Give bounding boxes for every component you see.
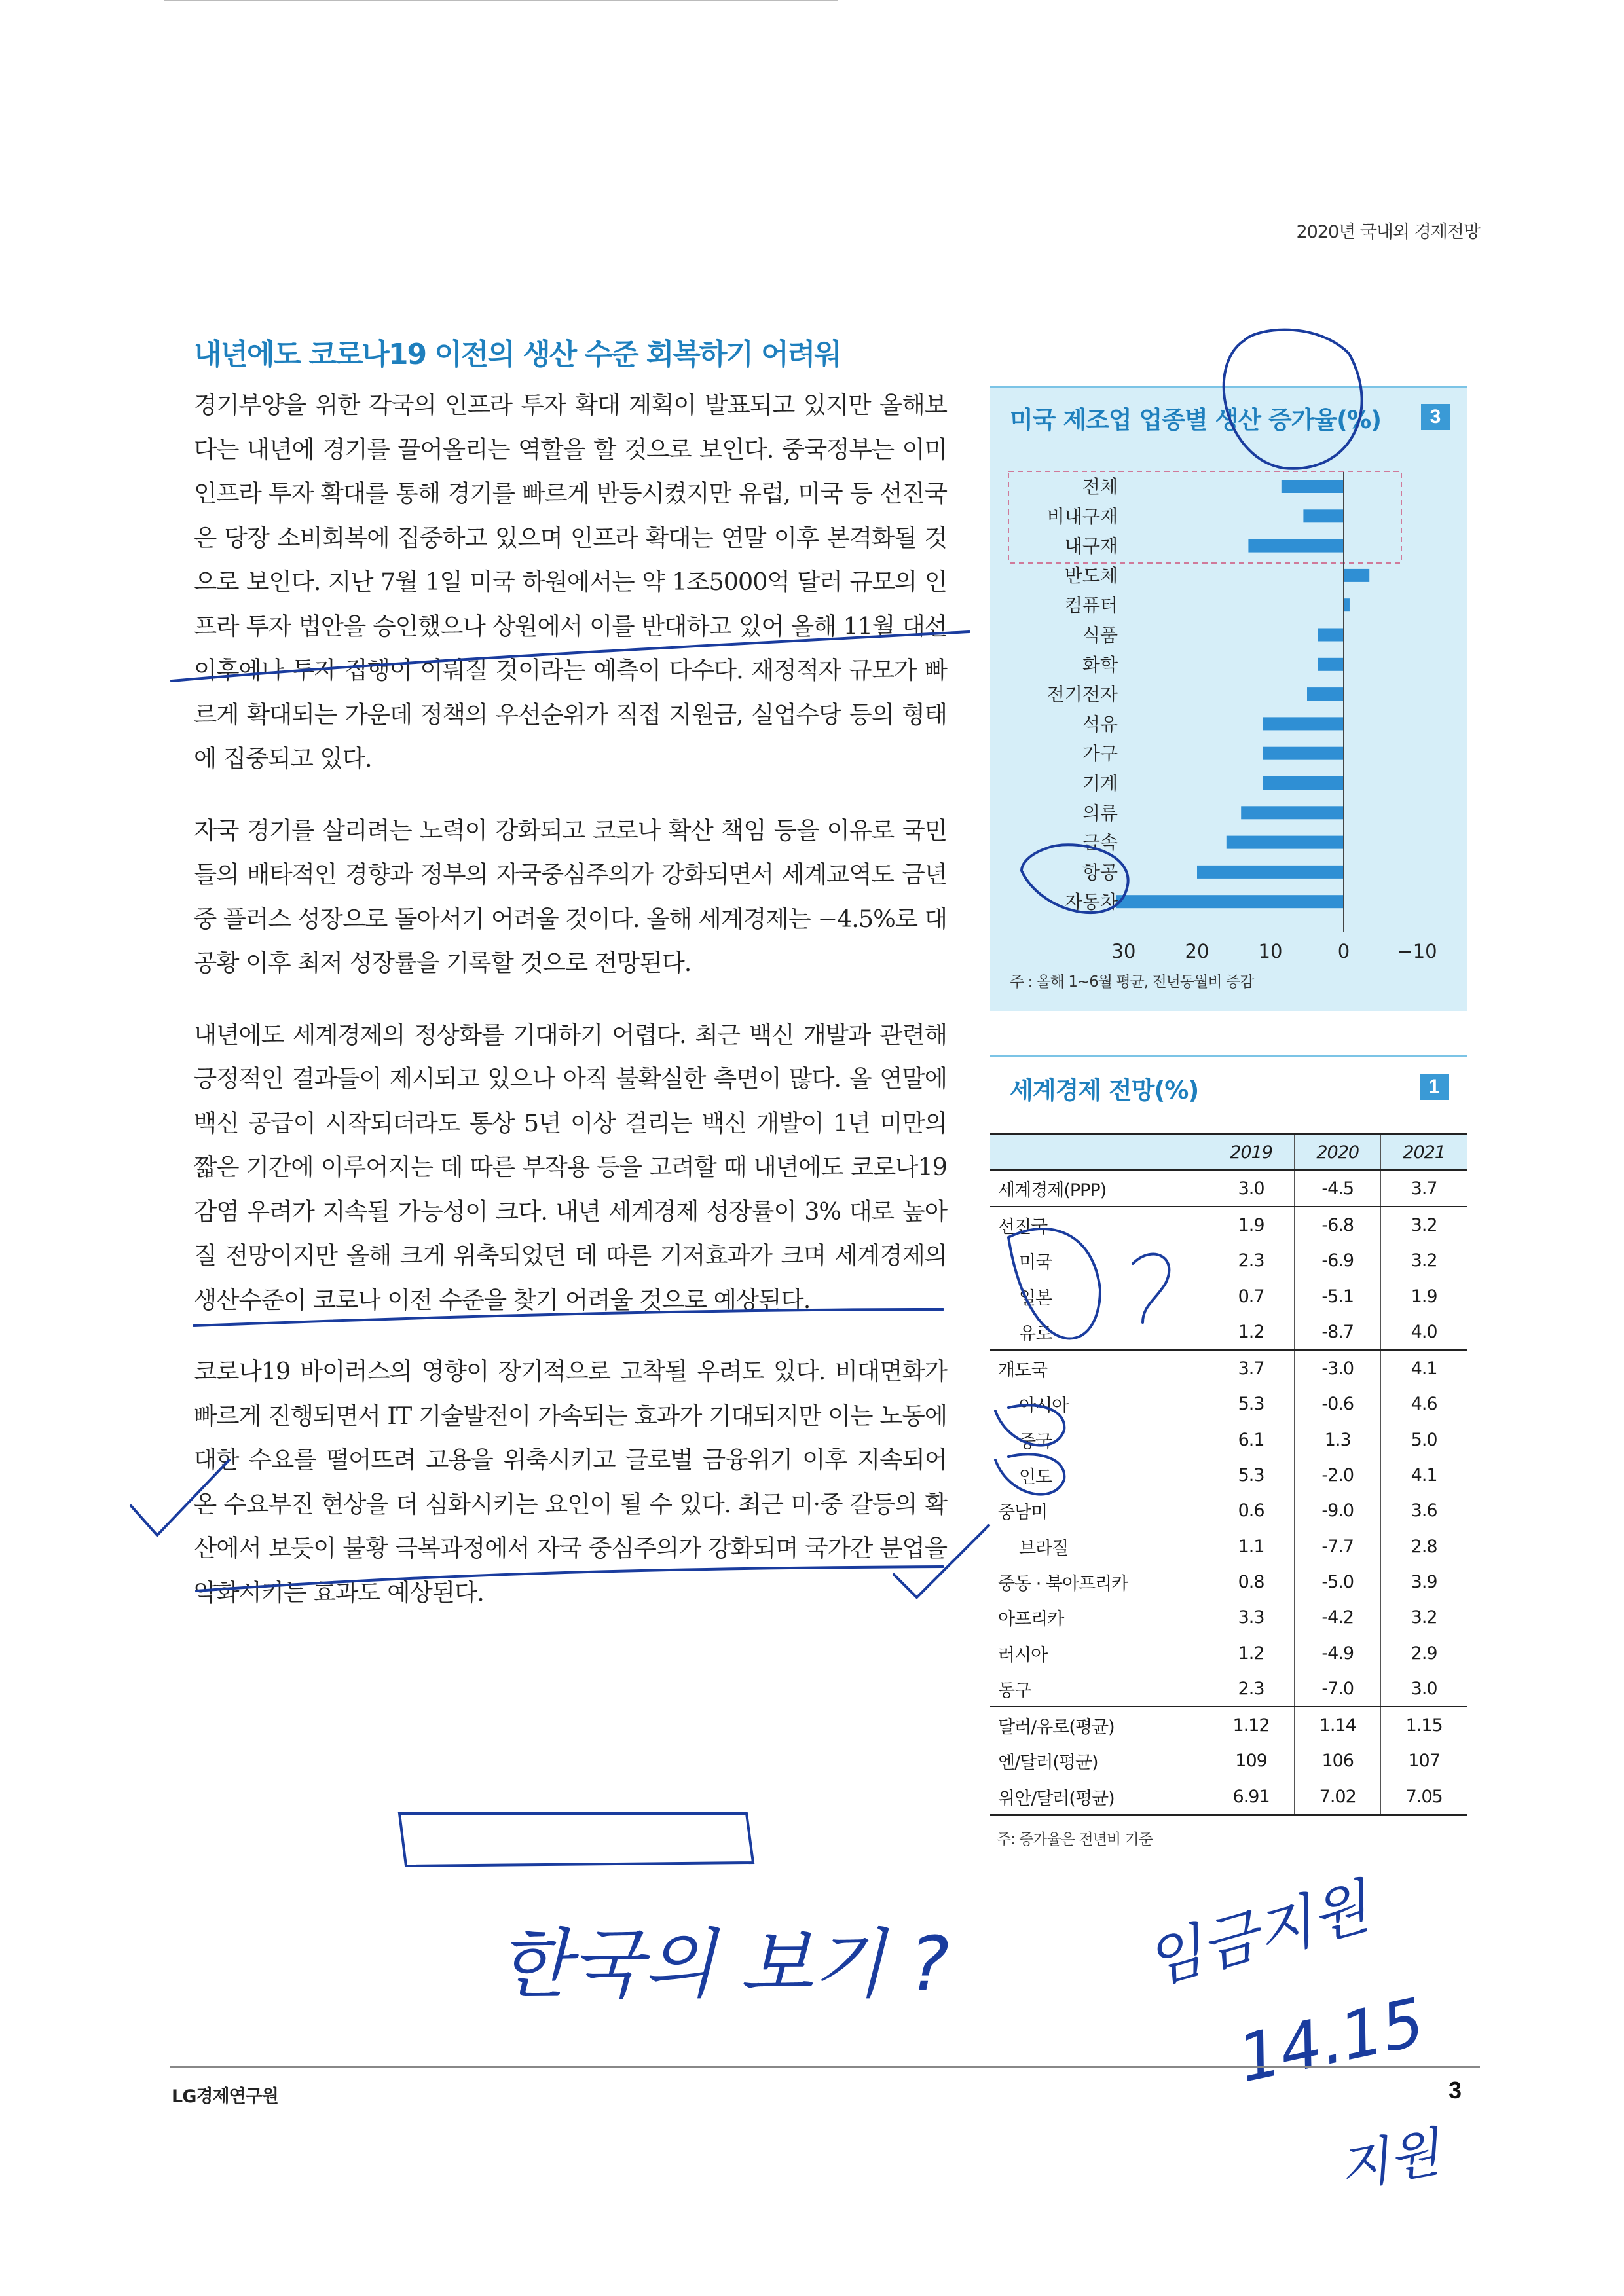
table-cell: 2.9: [1381, 1635, 1467, 1671]
category-label: 화학: [1082, 653, 1118, 676]
chart-title: 미국 제조업 업종별 생산 증가율(%): [1010, 406, 1382, 434]
table-cell: 4.6: [1381, 1387, 1467, 1422]
table-cell: 1.14: [1295, 1707, 1381, 1743]
x-tick-label: 30: [1111, 940, 1136, 962]
category-label: 전체: [1082, 476, 1118, 498]
table-cell: 0.6: [1208, 1493, 1295, 1529]
table-note: 주: 증가율은 전년비 기준: [997, 1831, 1153, 1848]
chart-number-badge: 3: [1421, 404, 1450, 430]
column-header: 2019: [1208, 1135, 1295, 1171]
row-label: 아시아: [1019, 1396, 1069, 1417]
table-cell: 6.1: [1208, 1422, 1295, 1457]
table-cell: 1.3: [1295, 1422, 1381, 1457]
row-label: 아프리카: [998, 1609, 1064, 1630]
table-cell: -4.2: [1295, 1600, 1381, 1635]
table-cell: -0.6: [1295, 1387, 1381, 1422]
circle-mark: [1224, 330, 1362, 469]
paragraph: 내년에도 세계경제의 정상화를 기대하기 어렵다. 최근 백신 개발과 관련해 긍정적인 결과들이 제시되고 있으나 아직 불확실한 측면이 많다. 올 연말에 백신 공급이 시작되더라도 통상 5년 이상 걸리는 백신 개발이 1년 미만의 짧은 기간에 이루어지는 데 따른 부작용 등을 고려할 때 내년에도 코로나19 감염 우려가 지속될 가능성이 크다. 내년 세계경제 성장률이 3% 대로 높아질 전망이지만 올해 크게 위축되었던 데 따른 기저효과가 크며 세계경제의 생산수준이 코로나 이전 수준을 찾기 어려울 것으로 예상된다.: [194, 1020, 947, 1314]
category-label: 반도체: [1064, 564, 1118, 587]
category-label: 가구: [1082, 742, 1118, 765]
column-header: 2021: [1381, 1135, 1467, 1171]
table-cell: 107: [1381, 1743, 1467, 1779]
underline-mark: [172, 632, 969, 681]
category-label: 석유: [1082, 713, 1118, 735]
table-cell: -6.9: [1295, 1243, 1381, 1279]
table-cell: 3.7: [1208, 1350, 1295, 1386]
table-cell: 109: [1208, 1743, 1295, 1779]
question-mark-stroke: [1133, 1254, 1169, 1322]
category-label: 항공: [1082, 861, 1118, 883]
table-cell: 1.9: [1381, 1279, 1467, 1314]
row-label: 엔/달러(평균): [998, 1753, 1098, 1774]
category-label: 금속: [1082, 831, 1118, 854]
table-cell: -4.5: [1295, 1170, 1381, 1207]
article-headline: 내년에도 코로나19 이전의 생산 수준 회복하기 어려워: [194, 338, 841, 371]
handwritten-note: 임금지원: [1138, 1872, 1376, 1998]
table-cell: 2.3: [1208, 1243, 1295, 1279]
table-cell: 3.7: [1381, 1170, 1467, 1207]
table-cell: 4.1: [1381, 1457, 1467, 1493]
category-label: 전기전자: [1046, 683, 1118, 706]
row-label: 미국: [1019, 1252, 1052, 1273]
row-label: 세계경제(PPP): [998, 1180, 1107, 1201]
table-cell: 1.12: [1208, 1707, 1295, 1743]
x-tick-label: −10: [1397, 940, 1437, 962]
handwritten-note: 지원: [1334, 2121, 1445, 2199]
table-cell: 3.3: [1208, 1600, 1295, 1635]
table-cell: -7.0: [1295, 1671, 1381, 1707]
table-cell: 3.9: [1381, 1564, 1467, 1599]
page-number: 3: [1449, 2077, 1462, 2104]
table-cell: -5.0: [1295, 1564, 1381, 1599]
table-cell: -8.7: [1295, 1314, 1381, 1350]
row-label: 중남미: [998, 1503, 1048, 1523]
column-header: 2020: [1295, 1135, 1381, 1171]
table-cell: -3.0: [1295, 1350, 1381, 1386]
table-cell: 3.2: [1381, 1600, 1467, 1635]
table-cell: 3.2: [1381, 1207, 1467, 1243]
table-cell: -5.1: [1295, 1279, 1381, 1314]
table-cell: 6.91: [1208, 1779, 1295, 1815]
category-label: 기계: [1082, 773, 1118, 794]
row-label: 유로: [1019, 1323, 1052, 1344]
table-cell: 0.7: [1208, 1279, 1295, 1314]
row-label: 위안/달러(평균): [990, 1779, 1208, 1815]
table-cell: 4.0: [1381, 1314, 1467, 1350]
row-label: 브라질: [1019, 1538, 1069, 1559]
table-cell: 5.3: [1208, 1457, 1295, 1493]
row-label: 선진국: [990, 1207, 1208, 1243]
underline-mark: [196, 1567, 943, 1591]
check-mark: [894, 1525, 989, 1597]
category-label: 자동차: [1064, 891, 1118, 913]
row-label: 달러/유로(평균): [990, 1707, 1208, 1743]
category-label: 의류: [1082, 802, 1118, 824]
row-label: 개도국: [990, 1350, 1208, 1386]
table-cell: 5.3: [1208, 1387, 1295, 1422]
category-label: 내구재: [1064, 535, 1118, 557]
category-label: 컴퓨터: [1064, 594, 1118, 617]
x-tick-label: 20: [1185, 940, 1209, 962]
chart-note: 주 : 올해 1~6월 평균, 전년동월비 증감: [1010, 974, 1254, 991]
table-cell: -7.7: [1295, 1529, 1381, 1564]
table-cell: 3.0: [1381, 1671, 1467, 1707]
table-cell: 1.2: [1208, 1635, 1295, 1671]
table-cell: 5.0: [1381, 1422, 1467, 1457]
x-tick-label: 0: [1337, 940, 1350, 962]
table-cell: 4.1: [1381, 1350, 1467, 1386]
footer-rule: [170, 2066, 1480, 2068]
running-header: 2020년 국내외 경제전망: [1296, 222, 1480, 242]
paragraph: 자국 경기를 살리려는 노력이 강화되고 코로나 확산 책임 등을 이유로 국민들의 배타적인 경향과 정부의 자국중심주의가 강화되면서 세계교역도 금년 중 플러스 성장으로 돌아서기 어려울 것이다. 올해 세계경제는 −4.5%로 대공황 이후 최저 성장률을 기록할 것으로 전망된다.: [194, 816, 947, 977]
underline-mark: [194, 1309, 943, 1326]
check-mark: [131, 1460, 229, 1535]
handwritten-note: 한국의 보기 ?: [498, 1921, 950, 2009]
footer-org: LG경제연구원: [172, 2086, 278, 2107]
table-cell: -6.8: [1295, 1207, 1381, 1243]
handwritten-note: 14.15: [1231, 1983, 1431, 2098]
table-cell: 1.1: [1208, 1529, 1295, 1564]
category-label: 비내구재: [1046, 505, 1118, 528]
x-tick-label: 10: [1258, 940, 1283, 962]
table-cell: 1.2: [1208, 1314, 1295, 1350]
table-cell: 1.9: [1208, 1207, 1295, 1243]
box-mark: [399, 1813, 753, 1866]
table-title: 세계경제 전망(%): [1010, 1076, 1199, 1104]
table-cell: 2.8: [1381, 1529, 1467, 1564]
row-label: 인도: [1019, 1467, 1052, 1488]
table-cell: 7.02: [1295, 1779, 1381, 1815]
category-label: 식품: [1082, 624, 1118, 646]
table-cell: 7.05: [1381, 1779, 1467, 1815]
table-cell: 0.8: [1208, 1564, 1295, 1599]
table-cell: 3.6: [1381, 1493, 1467, 1529]
circle-mark: [995, 1454, 1064, 1494]
table-cell: 106: [1295, 1743, 1381, 1779]
paragraph: 코로나19 바이러스의 영향이 장기적으로 고착될 우려도 있다. 비대면화가 빠르게 진행되면서 IT 기술발전이 가속되는 효과가 기대되지만 이는 노동에 대한 수요를 떨어뜨려 고용을 위축시키고 글로벌 금융위기 이후 지속되어 온 수요부진 현상을 더 심화시키는 요인이 될 수 있다. 최근 미·중 갈등의 확산에서 보듯이 불황 극복과정에서 자국 중심주의가 강화되며 국가간 분업을 약화시키는 효과도 예상된다.: [194, 1357, 947, 1607]
row-label: 중동 · 북아프리카: [998, 1573, 1128, 1594]
table-cell: -2.0: [1295, 1457, 1381, 1493]
row-label: 일본: [1019, 1288, 1052, 1309]
table-cell: 3.0: [1208, 1170, 1295, 1207]
table-cell: 2.3: [1208, 1671, 1295, 1707]
row-label: 동구: [998, 1680, 1031, 1701]
table-number-badge: 1: [1420, 1074, 1449, 1100]
table-cell: -4.9: [1295, 1635, 1381, 1671]
paragraph: 경기부양을 위한 각국의 인프라 투자 확대 계획이 발표되고 있지만 올해보다는 내년에 경기를 끌어올리는 역할을 할 것으로 보인다. 중국정부는 이미 인프라 투자 확대를 통해 경기를 빠르게 반등시켰지만 유럽, 미국 등 선진국은 당장 소비회복에 집중하고 있으며 인프라 확대는 연말 이후 본격화될 것으로 보인다. 지난 7월 1일 미국 하원에서는 약 1조5000억 달러 규모의 인프라 투자 법안을 승인했으나 상원에서 이를 반대하고 있어 올해 11월 대선 이후에나 투자 집행이 이뤄질 것이라는 예측이 다수다. 재정적자 규모가 빠르게 확대되는 가운데 정책의 우선순위가 직접 지원금, 실업수당 등의 형태에 집중되고 있다.: [194, 391, 947, 773]
circle-mark: [995, 1405, 1064, 1445]
table-cell: -9.0: [1295, 1493, 1381, 1529]
row-label: 중국: [1019, 1431, 1052, 1452]
circle-mark: [1022, 845, 1128, 913]
table-cell: 3.2: [1381, 1243, 1467, 1279]
row-label: 러시아: [998, 1645, 1048, 1666]
table-cell: 1.15: [1381, 1707, 1467, 1743]
circle-mark: [1008, 1229, 1100, 1339]
